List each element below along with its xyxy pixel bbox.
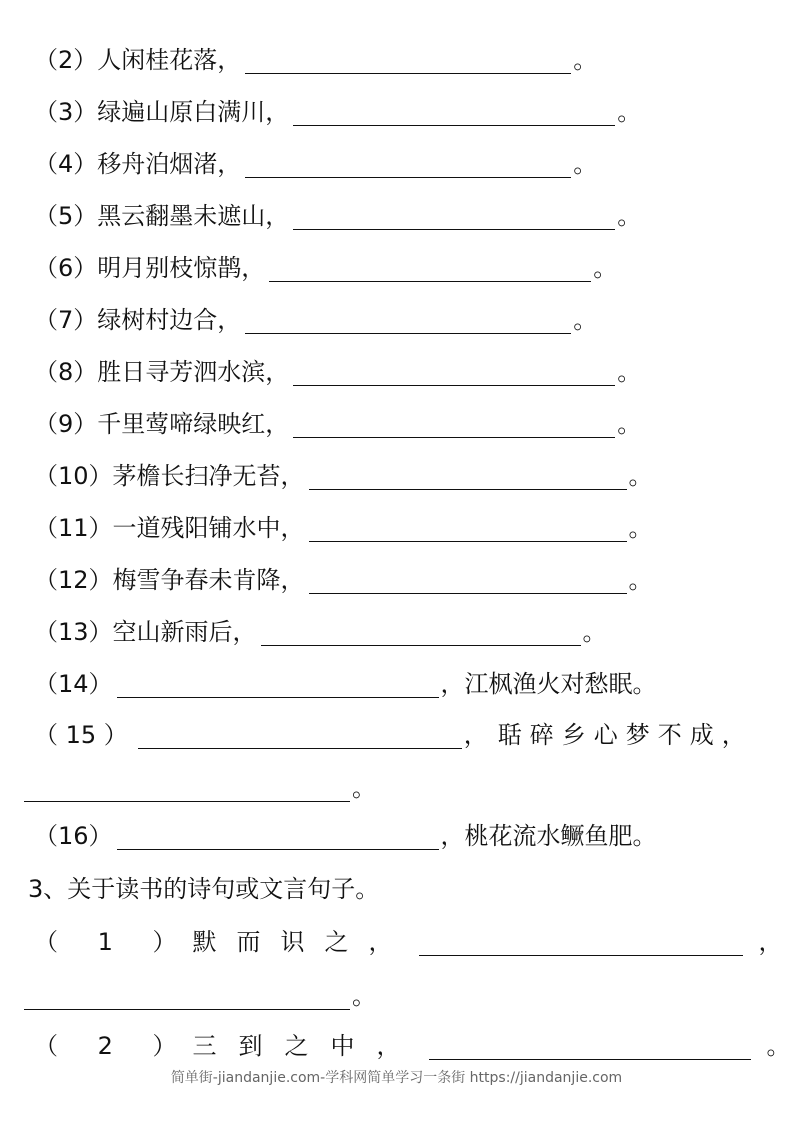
question-number: （8） [34, 358, 98, 386]
poem-line: 胜日寻芳泗水滨， [97, 358, 290, 386]
question-number: （11） [34, 514, 113, 542]
answer-blank[interactable] [245, 305, 571, 334]
question-line [34, 352, 641, 392]
question-line [34, 922, 783, 962]
poem-line: ，江枫渔火对愁眠。 [440, 670, 657, 698]
quote-line: 三到之中， [192, 1032, 423, 1060]
question-line [34, 664, 657, 704]
question-line [34, 144, 597, 184]
question-line [34, 508, 653, 548]
poem-line: 黑云翻墨未遮山， [97, 202, 290, 230]
question-number: （14） [34, 670, 113, 698]
answer-blank[interactable] [24, 773, 350, 802]
period: 。 [628, 566, 653, 594]
period: 。 [573, 306, 598, 334]
poem-line: 一道残阳铺水中， [112, 514, 305, 542]
question-number: （10） [34, 462, 113, 490]
answer-blank[interactable] [429, 1031, 751, 1060]
question-line-continued [24, 976, 376, 1016]
question-line [34, 816, 657, 856]
question-line [34, 1026, 791, 1066]
question-number: （5） [34, 202, 98, 230]
question-line-continued [24, 768, 376, 808]
period: 。 [573, 150, 598, 178]
poem-line: 人闲桂花落， [97, 46, 242, 74]
period: 。 [582, 618, 607, 646]
answer-blank[interactable] [309, 513, 627, 542]
poem-line: 聒碎乡心梦不成， [497, 721, 754, 749]
period: 。 [352, 774, 376, 802]
answer-blank[interactable] [117, 821, 439, 850]
section-heading: 3、关于读书的诗句或文言句子。 [28, 875, 380, 903]
answer-blank[interactable] [24, 981, 350, 1010]
question-number: （ 15 ） [34, 721, 128, 749]
answer-blank[interactable] [419, 927, 743, 956]
poem-line: 茅檐长扫净无苔， [112, 462, 305, 490]
answer-blank[interactable] [269, 253, 591, 282]
poem-line: 绿遍山原白满川， [97, 98, 290, 126]
question-line [34, 92, 641, 132]
question-number: （13） [34, 618, 113, 646]
period: 。 [617, 202, 642, 230]
question-line [34, 248, 617, 288]
section-title [28, 869, 379, 909]
poem-line: 空山新雨后， [112, 618, 257, 646]
question-line [34, 612, 607, 652]
poem-line: 梅雪争春未肯降， [112, 566, 305, 594]
question-number: （3） [34, 98, 98, 126]
answer-blank[interactable] [261, 617, 581, 646]
question-number: （16） [34, 822, 113, 850]
quote-line: 默而识之， [192, 928, 413, 956]
poem-line: 明月别枝惊鹊， [97, 254, 266, 282]
question-line [34, 456, 653, 496]
answer-blank[interactable] [138, 720, 462, 749]
question-number: （7） [34, 306, 98, 334]
question-line [34, 560, 653, 600]
question-number: （4） [34, 150, 98, 178]
poem-line: ，桃花流水鳜鱼肥。 [440, 822, 657, 850]
period: 。 [617, 98, 642, 126]
question-line [34, 404, 641, 444]
question-line [34, 40, 597, 80]
answer-blank[interactable] [245, 149, 571, 178]
period: 。 [617, 358, 642, 386]
period: 。 [573, 46, 598, 74]
question-number: （12） [34, 566, 113, 594]
footer-watermark: 简单街-jiandanjie.com-学科网简单学习一条街 https://jiandanjie.com [170, 1070, 623, 1086]
poem-line: 千里莺啼绿映红， [97, 410, 290, 438]
comma: ， [463, 721, 488, 749]
question-number: （ 1 ） [34, 928, 193, 956]
answer-blank[interactable] [309, 565, 627, 594]
question-line [34, 715, 754, 755]
answer-blank[interactable] [293, 201, 615, 230]
question-line [34, 300, 597, 340]
poem-line: 绿树村边合， [97, 306, 242, 334]
period: 。 [628, 462, 653, 490]
poem-line: 移舟泊烟渚， [97, 150, 242, 178]
period: 。 [593, 254, 618, 282]
question-number: （9） [34, 410, 98, 438]
period: 。 [617, 410, 642, 438]
answer-blank[interactable] [245, 45, 571, 74]
question-number: （6） [34, 254, 98, 282]
period: 。 [628, 514, 653, 542]
answer-blank[interactable] [117, 669, 439, 698]
answer-blank[interactable] [293, 409, 615, 438]
answer-blank[interactable] [309, 461, 627, 490]
question-number: （ 2 ） [34, 1032, 193, 1060]
period: 。 [352, 982, 376, 1010]
answer-blank[interactable] [293, 97, 615, 126]
answer-blank[interactable] [293, 357, 615, 386]
question-line [34, 196, 641, 236]
comma: ， [758, 928, 783, 956]
question-number: （2） [34, 46, 98, 74]
period: 。 [766, 1032, 791, 1060]
